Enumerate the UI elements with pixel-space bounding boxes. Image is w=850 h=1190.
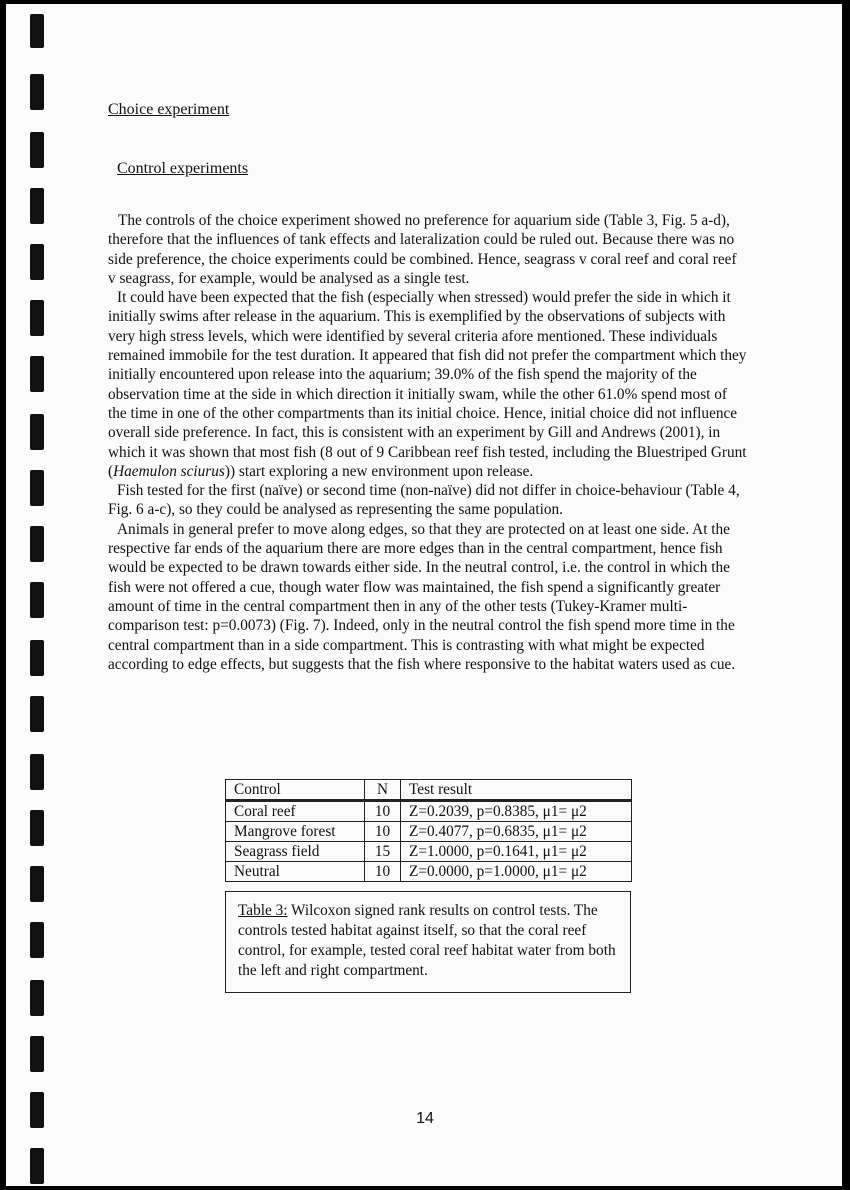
binding-mark bbox=[30, 470, 44, 506]
paper-sheet bbox=[6, 4, 842, 1186]
table-cell: Z=0.0000, p=1.0000, μ1= μ2 bbox=[401, 862, 632, 882]
binding-mark bbox=[30, 640, 44, 676]
binding-mark bbox=[30, 1148, 44, 1184]
table-cell: 10 bbox=[365, 801, 401, 822]
table-row bbox=[226, 801, 632, 822]
binding-mark bbox=[30, 582, 44, 618]
paragraph-text: )) start exploring a new environment upon release. bbox=[224, 462, 534, 480]
binding-mark bbox=[30, 74, 44, 110]
column-header: N bbox=[365, 780, 401, 801]
caption-text: Wilcoxon signed rank results on control tests. The controls tested habitat against itself, so that the coral reef control, for example, tested coral reef habitat water from both the left and right compartment. bbox=[238, 902, 616, 979]
caption-label: Table 3: bbox=[238, 902, 288, 919]
species-name: Haemulon sciurus bbox=[113, 462, 225, 480]
table-header-row bbox=[226, 780, 632, 801]
binding-mark bbox=[30, 866, 44, 902]
table-caption bbox=[225, 891, 631, 993]
paragraph: Animals in general prefer to move along edges, so that they are protected on at least one side. At the respective far ends of the aquarium there are more edges than in the central compartment, hence fish would be expected to be drawn towards either side. In the neutral control, i.e. the control in which the fish were not offered a cue, though water flow was maintained, the fish spend a significantly greater amount of time in the central compartment then in any of the other tests (Tukey-Kramer multi-comparison test: p=0.0073) (Fig. 7). Indeed, only in the neutral control the fish spend more time in the central compartment than in a side compartment. This is contrasting with what might be expected according to edge effects, but suggests that the fish where responsive to the habitat waters used as cue. bbox=[108, 520, 736, 673]
table-cell: Coral reef bbox=[226, 801, 365, 822]
binding-mark bbox=[30, 754, 44, 790]
column-header: Test result bbox=[401, 780, 632, 801]
table-cell: Z=0.4077, p=0.6835, μ1= μ2 bbox=[401, 822, 632, 842]
table-cell: 10 bbox=[365, 862, 401, 882]
table-cell: 15 bbox=[365, 842, 401, 862]
column-header: Control bbox=[226, 780, 365, 801]
table-row bbox=[226, 842, 632, 862]
binding-mark bbox=[30, 922, 44, 958]
binding-mark bbox=[30, 188, 44, 224]
paragraph: Fish tested for the first (naïve) or second time (non-naïve) did not differ in choice-behaviour (Table 4, Fig. 6 a-c), so they could be analysed as representing the same population. bbox=[108, 482, 740, 519]
table-cell: Neutral bbox=[226, 862, 365, 882]
binding-mark bbox=[30, 414, 44, 450]
subsection-heading: Control experiments bbox=[117, 160, 249, 177]
table-row bbox=[226, 862, 632, 882]
body-text bbox=[108, 211, 748, 674]
results-table bbox=[225, 779, 632, 882]
binding-mark bbox=[30, 300, 44, 336]
table-cell: Mangrove forest bbox=[226, 822, 365, 842]
paragraph bbox=[108, 288, 748, 481]
section-heading: Choice experiment bbox=[108, 101, 230, 118]
page-number: 14 bbox=[416, 1110, 434, 1127]
paragraph-text: It could have been expected that the fish (especially when stressed) would prefer the side in which it initially swims after release in the aquarium. This is exemplified by the observations of subjects with very high stress levels, which were identified by several criteria afore mentioned. These individuals remained immobile for the test duration. It appeared that fish did not prefer the compartment which they initially encountered upon release into the aquarium; 39.0% of the fish spend the majority of the observation time at the side in which direction it initially swam, while the other 61.0% spend most of the time in one of the other compartments than its initial choice. Hence, initial choice did not influence overall side preference. In fact, this is consistent with an experiment by Gill and Andrews (2001), in which it was shown that most fish (8 out of 9 Caribbean reef fish tested, including the Bluestriped Grunt ( bbox=[108, 289, 747, 480]
table-row bbox=[226, 822, 632, 842]
binding-mark bbox=[30, 132, 44, 168]
paragraph: The controls of the choice experiment showed no preference for aquarium side (Table 3, Fig. 5 a-d), therefore that the influences of tank effects and lateralization could be ruled out. Because there was no side preference, the choice experiments could be combined. Hence, seagrass v coral reef and coral reef v seagrass, for example, would be analysed as a single test. bbox=[108, 212, 737, 287]
table-cell: Seagrass field bbox=[226, 842, 365, 862]
binding-mark bbox=[30, 810, 44, 846]
binding-mark bbox=[30, 1036, 44, 1072]
binding-mark bbox=[30, 244, 44, 280]
binding-mark bbox=[30, 980, 44, 1016]
binding-mark bbox=[30, 526, 44, 562]
binding-mark bbox=[30, 14, 44, 48]
table-cell: 10 bbox=[365, 822, 401, 842]
binding-mark bbox=[30, 696, 44, 732]
table-cell: Z=1.0000, p=0.1641, μ1= μ2 bbox=[401, 842, 632, 862]
binding-mark bbox=[30, 356, 44, 392]
table-cell: Z=0.2039, p=0.8385, μ1= μ2 bbox=[401, 801, 632, 822]
